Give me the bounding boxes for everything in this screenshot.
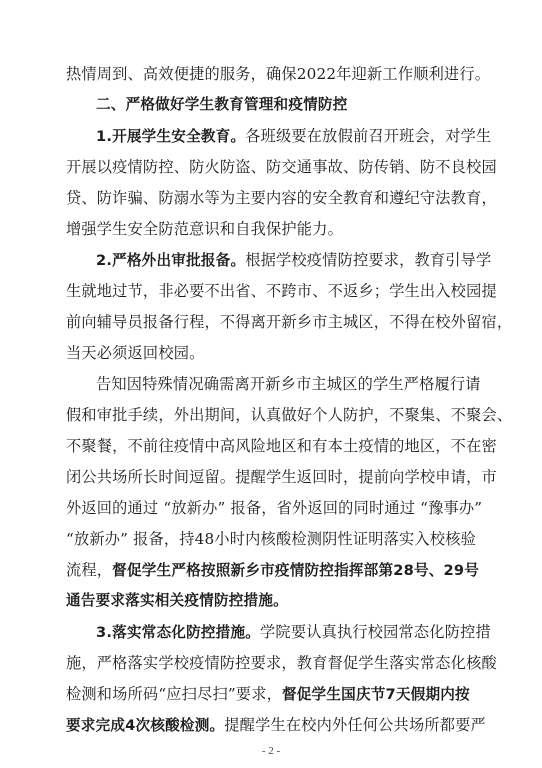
body-line: 热情周到、高效便捷的服务，确保2022年迎新工作顺利进行。: [66, 65, 491, 83]
paragraph-text: 各班级要在放假前召开班会，对学生: [245, 127, 492, 145]
section-heading: 二、严格做好学生教育管理和疫情防控: [96, 96, 348, 113]
body-line: 贷、防诈骗、防溺水等为主要内容的安全教育和遵纪守法教育，: [66, 189, 497, 207]
item-heading-1: 1.开展学生安全教育。: [96, 128, 246, 145]
body-line: 当天必须返回校园。: [66, 344, 205, 362]
body-line: 外返回的通过 “放新办” 报备，省外返回的同时通过 “豫事办”: [66, 499, 483, 517]
body-line: 假和审批手续，外出期间，认真做好个人防护，不聚集、不聚会、: [66, 406, 513, 424]
body-line: 不聚餐，不前往疫情中高风险地区和有本土疫情的地区，不在密: [66, 437, 497, 455]
body-line: “放新办” 报备，持48小时内核酸检测阴性证明落实入校核验: [66, 530, 476, 548]
body-line: 前向辅导员报备行程，不得离开新乡市主城区，不得在校外留宿，: [66, 313, 513, 331]
emphasis-text: 督促学生严格按照新乡市疫情防控指挥部第28号、29号: [112, 562, 480, 579]
paragraph-text: 检测和场所码“应扫尽扫”要求，: [66, 685, 282, 703]
body-line: 增强学生安全防范意识和自我保护能力。: [66, 220, 343, 238]
emphasis-line: 通告要求落实相关疫情防控措施。: [66, 592, 288, 609]
paragraph-line: [96, 248, 491, 272]
paragraph-text: 提醒学生在校内外任何公共场所都要严: [224, 716, 486, 734]
body-line: 生就地过节，非必要不出省、不跨市、不返乡；学生出入校园提: [66, 282, 497, 300]
emphasis-text: 要求完成4次核酸检测。: [66, 717, 225, 734]
emphasis-text: 督促学生国庆节7天假期内按: [281, 686, 470, 703]
item-heading-2: 2.严格外出审批报备。: [96, 252, 246, 269]
paragraph-line: [66, 682, 470, 706]
body-line: 闭公共场所长时间逗留。提醒学生返回时，提前向学校申请，市: [66, 468, 497, 486]
paragraph-text: 根据学校疫情防控要求，教育引导学: [245, 251, 492, 269]
paragraph-line: [66, 713, 486, 737]
body-line: 告知因特殊情况确需离开新乡市主城区的学生严格履行请: [96, 375, 481, 393]
paragraph-text: 学院要认真执行校园常态化防控措: [260, 623, 491, 641]
page-number: - 2 -: [261, 745, 281, 757]
paragraph-line: [66, 558, 479, 582]
body-line: 开展以疫情防控、防火防盗、防交通事故、防传销、防不良校园: [66, 158, 497, 176]
paragraph-line: [96, 124, 491, 148]
item-heading-3: 3.落实常态化防控措施。: [96, 624, 261, 641]
body-line: 施，严格落实学校疫情防控要求，教育督促学生落实常态化核酸: [66, 654, 497, 672]
paragraph-line: [96, 620, 491, 644]
paragraph-text: 流程，: [66, 561, 113, 579]
